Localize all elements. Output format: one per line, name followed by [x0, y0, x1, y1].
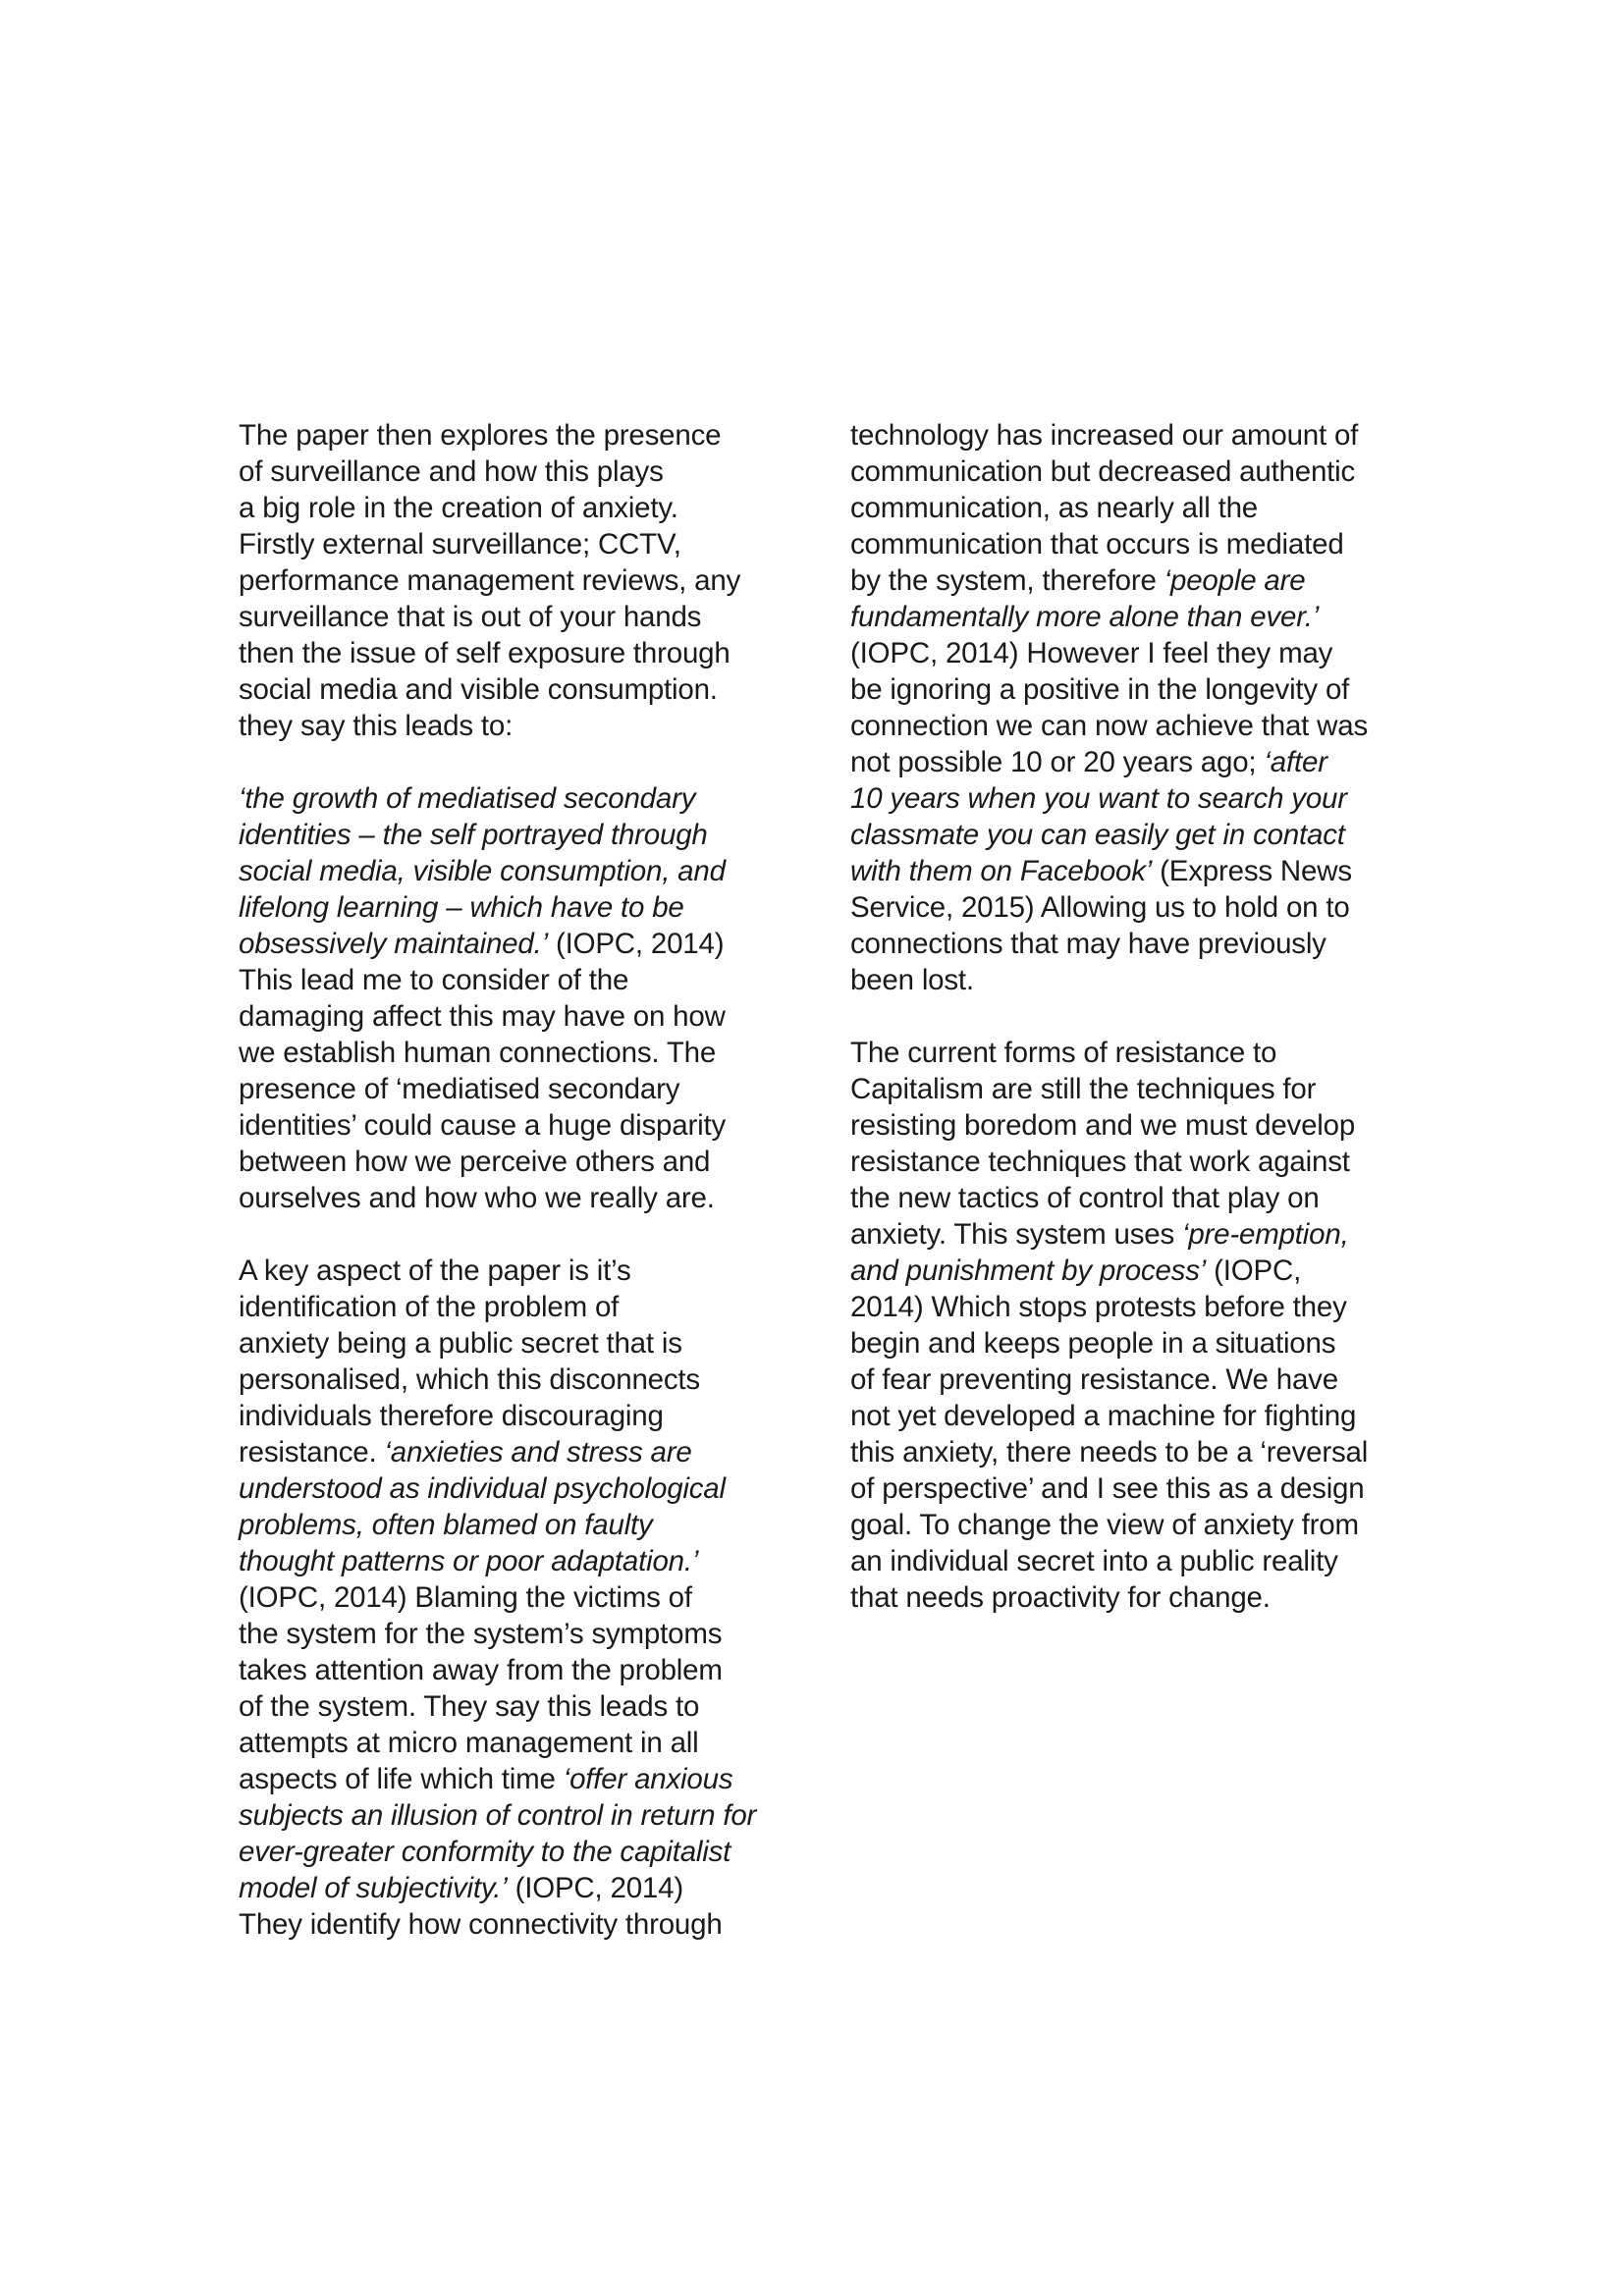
body-text: of fear preventing resistance. We have — [850, 1363, 1338, 1396]
text-line — [850, 1398, 1430, 1434]
text-line — [850, 926, 1430, 962]
quote-text: classmate you can easily get in contact — [850, 819, 1345, 851]
text-column-left — [239, 417, 818, 1943]
paragraph-break — [850, 998, 1430, 1035]
body-text: damaging affect this may have on how — [239, 1000, 726, 1033]
text-line — [239, 1688, 818, 1725]
body-text: a big role in the creation of anxiety. — [239, 492, 678, 524]
body-text: (IOPC, 2014) Blaming the victims of — [239, 1581, 692, 1614]
body-text: individuals therefore discouraging — [239, 1400, 664, 1432]
text-line — [239, 417, 818, 454]
text-line — [850, 1289, 1430, 1325]
body-text: an individual secret into a public reality — [850, 1545, 1338, 1577]
quote-text: model of subjectivity.’ — [239, 1872, 508, 1904]
body-text: communication but decreased authentic — [850, 455, 1356, 488]
body-text: (Express News — [1152, 855, 1352, 887]
text-line — [239, 1325, 818, 1362]
text-line — [850, 1434, 1430, 1470]
quote-text: subjects an illusion of control in return for — [239, 1799, 757, 1832]
text-line — [239, 1434, 818, 1470]
text-line — [850, 1107, 1430, 1144]
body-text: of the system. They say this leads to — [239, 1690, 700, 1723]
body-text: resistance. — [239, 1436, 385, 1468]
text-line — [239, 780, 818, 817]
quote-text: understood as individual psychological — [239, 1472, 726, 1505]
text-line — [239, 1870, 818, 1906]
text-line — [239, 1579, 818, 1616]
text-line — [239, 889, 818, 926]
quote-text: ‘the growth of mediatised secondary — [239, 782, 696, 815]
paragraph-break — [239, 1216, 818, 1253]
body-text: 2014) Which stops protests before they — [850, 1291, 1347, 1323]
body-text: resistance techniques that work against — [850, 1146, 1350, 1178]
quote-text: identities – the self portrayed through — [239, 819, 708, 851]
text-line — [850, 1470, 1430, 1507]
text-line — [239, 490, 818, 526]
body-text: takes attention away from the problem — [239, 1654, 723, 1686]
text-line — [850, 962, 1430, 998]
body-text: the system for the system’s symptoms — [239, 1618, 723, 1650]
body-text: (IOPC, 2014) However I feel they may — [850, 637, 1333, 669]
body-text: surveillance that is out of your hands — [239, 601, 702, 633]
text-line — [850, 454, 1430, 490]
quote-text: ‘people are — [1164, 564, 1306, 597]
body-text: They identify how connectivity through — [239, 1908, 723, 1941]
text-line — [850, 1325, 1430, 1362]
text-line — [850, 853, 1430, 889]
body-text: (IOPC, 2014) — [547, 928, 725, 960]
body-text: the new tactics of control that play on — [850, 1182, 1320, 1214]
text-line — [239, 1543, 818, 1579]
text-line — [239, 1035, 818, 1071]
body-text: identification of the problem of — [239, 1291, 620, 1323]
text-line — [850, 599, 1430, 635]
text-line — [239, 926, 818, 962]
body-text: of surveillance and how this plays — [239, 455, 664, 488]
body-text: connection we can now achieve that was — [850, 710, 1369, 742]
text-line — [850, 635, 1430, 671]
quote-text: social media, visible consumption, and — [239, 855, 726, 887]
text-line — [239, 1834, 818, 1870]
text-column-right — [850, 417, 1430, 1616]
body-text: not possible 10 or 20 years ago; — [850, 746, 1265, 778]
body-text: Service, 2015) Allowing us to hold on to — [850, 891, 1350, 924]
text-line — [239, 1289, 818, 1325]
text-line — [239, 1616, 818, 1652]
text-line — [239, 1797, 818, 1834]
text-line — [850, 1579, 1430, 1616]
body-text: this anxiety, there needs to be a ‘reversal — [850, 1436, 1369, 1468]
text-line — [850, 1035, 1430, 1071]
text-line — [239, 1761, 818, 1797]
body-text: communication, as nearly all the — [850, 492, 1258, 524]
text-line — [239, 1906, 818, 1943]
text-line — [239, 599, 818, 635]
quote-text: thought patterns or poor adaptation.’ — [239, 1545, 699, 1577]
body-text: (IOPC, 2014) — [507, 1872, 683, 1904]
body-text: be ignoring a positive in the longevity of — [850, 673, 1350, 706]
text-line — [239, 962, 818, 998]
text-line — [850, 889, 1430, 926]
quote-text: ‘after — [1264, 746, 1327, 778]
body-text: attempts at micro management in all — [239, 1727, 699, 1759]
text-line — [239, 1071, 818, 1107]
text-line — [850, 671, 1430, 708]
body-text: technology has increased our amount of — [850, 419, 1359, 452]
body-text: connections that may have previously — [850, 928, 1326, 960]
text-line — [850, 1180, 1430, 1216]
text-line — [239, 1507, 818, 1543]
text-line — [239, 1470, 818, 1507]
text-line — [850, 1253, 1430, 1289]
text-line — [850, 562, 1430, 599]
text-line — [239, 853, 818, 889]
text-line — [239, 1180, 818, 1216]
quote-text: and punishment by process’ — [850, 1255, 1207, 1287]
quote-text: ‘offer anxious — [563, 1763, 733, 1795]
quote-text: ‘anxieties and stress are — [384, 1436, 692, 1468]
quote-text: 10 years when you want to search your — [850, 782, 1347, 815]
text-line — [239, 1398, 818, 1434]
text-line — [239, 635, 818, 671]
text-line — [850, 817, 1430, 853]
body-text: begin and keeps people in a situations — [850, 1327, 1336, 1360]
text-line — [850, 1543, 1430, 1579]
body-text: social media and visible consumption. — [239, 673, 718, 706]
text-line — [239, 526, 818, 562]
body-text: resisting boredom and we must develop — [850, 1109, 1356, 1142]
body-text: identities’ could cause a huge disparity — [239, 1109, 726, 1142]
quote-text: lifelong learning – which have to be — [239, 891, 684, 924]
body-text: that needs proactivity for change. — [850, 1581, 1271, 1614]
body-text: they say this leads to: — [239, 710, 514, 742]
body-text: The paper then explores the presence — [239, 419, 722, 452]
body-text: not yet developed a machine for fighting — [850, 1400, 1357, 1432]
text-line — [850, 1507, 1430, 1543]
text-line — [850, 1216, 1430, 1253]
body-text: goal. To change the view of anxiety from — [850, 1509, 1359, 1541]
body-text: (IOPC, — [1206, 1255, 1302, 1287]
text-line — [239, 1107, 818, 1144]
text-line — [239, 708, 818, 744]
body-text: A key aspect of the paper is it’s — [239, 1255, 631, 1287]
body-text: ourselves and how who we really are. — [239, 1182, 715, 1214]
text-line — [850, 1362, 1430, 1398]
text-line — [850, 526, 1430, 562]
text-line — [850, 490, 1430, 526]
body-text: presence of ‘mediatised secondary — [239, 1073, 680, 1105]
body-text: anxiety. This system uses — [850, 1218, 1182, 1251]
text-line — [239, 998, 818, 1035]
text-line — [239, 671, 818, 708]
text-line — [850, 1144, 1430, 1180]
quote-text: ‘pre-emption, — [1182, 1218, 1349, 1251]
text-line — [239, 454, 818, 490]
body-text: of perspective’ and I see this as a design — [850, 1472, 1365, 1505]
body-text: aspects of life which time — [239, 1763, 564, 1795]
text-line — [850, 780, 1430, 817]
text-line — [239, 562, 818, 599]
body-text: between how we perceive others and — [239, 1146, 711, 1178]
quote-text: obsessively maintained.’ — [239, 928, 548, 960]
body-text: The current forms of resistance to — [850, 1037, 1277, 1069]
body-text: anxiety being a public secret that is — [239, 1327, 682, 1360]
text-line — [239, 1725, 818, 1761]
body-text: been lost. — [850, 964, 974, 996]
text-line — [850, 1071, 1430, 1107]
text-line — [850, 417, 1430, 454]
text-line — [239, 1652, 818, 1688]
text-line — [239, 1144, 818, 1180]
body-text: then the issue of self exposure through — [239, 637, 731, 669]
body-text: Capitalism are still the techniques for — [850, 1073, 1317, 1105]
paragraph-break — [239, 744, 818, 780]
body-text: by the system, therefore — [850, 564, 1164, 597]
quote-text: with them on Facebook’ — [850, 855, 1153, 887]
body-text: performance management reviews, any — [239, 564, 741, 597]
body-text: This lead me to consider of the — [239, 964, 629, 996]
quote-text: ever-greater conformity to the capitalist — [239, 1836, 731, 1868]
text-line — [239, 817, 818, 853]
body-text: personalised, which this disconnects — [239, 1363, 700, 1396]
quote-text: problems, often blamed on faulty — [239, 1509, 653, 1541]
body-text: communication that occurs is mediated — [850, 528, 1344, 561]
body-text: we establish human connections. The — [239, 1037, 717, 1069]
quote-text: fundamentally more alone than ever.’ — [850, 601, 1320, 633]
text-line — [850, 708, 1430, 744]
text-line — [239, 1253, 818, 1289]
text-line — [239, 1362, 818, 1398]
text-line — [850, 744, 1430, 780]
body-text: Firstly external surveillance; CCTV, — [239, 528, 681, 561]
